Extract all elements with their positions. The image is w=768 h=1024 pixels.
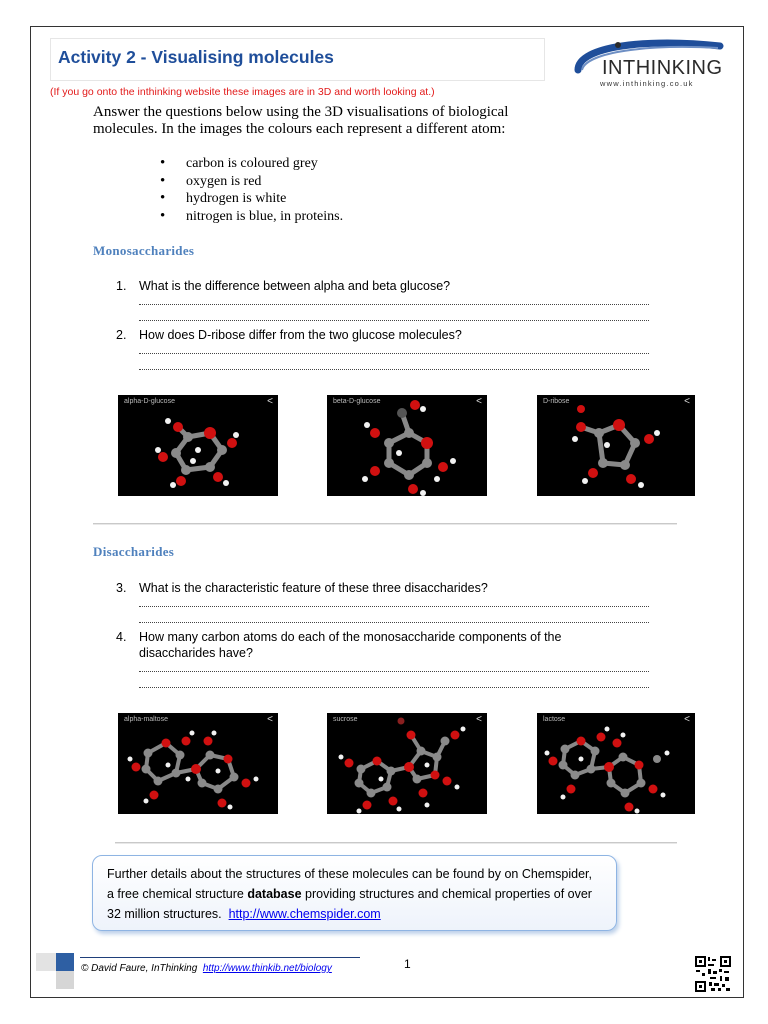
- footer-rule: [80, 957, 360, 958]
- info-text: providing structures and chemical properties of over 32 million structures.: [107, 887, 592, 921]
- question-4: [116, 629, 596, 661]
- answer-line[interactable]: [139, 671, 649, 672]
- answer-line[interactable]: [139, 320, 649, 321]
- chemspider-link[interactable]: http://www.chemspider.com: [228, 907, 381, 921]
- thinkib-link[interactable]: http://www.thinkib.net/biology: [202, 963, 332, 974]
- divider: [93, 523, 677, 525]
- atom-colour-list: [160, 155, 343, 225]
- question-number: 1.: [116, 279, 127, 293]
- answer-line[interactable]: [139, 622, 649, 623]
- molecule-label: lactose: [543, 716, 566, 723]
- molecule-image-alpha-maltose[interactable]: [118, 713, 278, 814]
- chemspider-info-box: [92, 855, 617, 931]
- footer-decoration: [56, 971, 74, 989]
- answer-line[interactable]: [139, 687, 649, 688]
- qr-code-icon: [694, 955, 732, 993]
- website-note: (If you go onto the inthinking website these images are in 3D and worth looking at.): [50, 86, 435, 98]
- molecule-image-beta-glucose[interactable]: [327, 395, 487, 496]
- info-bold-text: database: [247, 887, 302, 901]
- question-3: [116, 580, 656, 596]
- question-text: What is the characteristic feature of these three disaccharides?: [139, 581, 488, 595]
- answer-line[interactable]: [139, 369, 649, 370]
- footer-decoration: [36, 953, 56, 971]
- question-number: 2.: [116, 328, 127, 342]
- divider: [115, 842, 677, 844]
- question-text: How many carbon atoms do each of the monosaccharide components of the disaccharides have?: [139, 630, 562, 660]
- section-heading-monosaccharides: Monosaccharides: [93, 243, 195, 258]
- share-icon[interactable]: <: [476, 714, 482, 725]
- molecule-label: sucrose: [333, 716, 358, 723]
- copyright-text: © David Faure, InThinking: [81, 963, 198, 974]
- answer-line[interactable]: [139, 606, 649, 607]
- footer-decoration: [56, 953, 74, 971]
- answer-line[interactable]: [139, 353, 649, 354]
- logo-text: INTHINKING: [602, 57, 723, 79]
- question-text: What is the difference between alpha and beta glucose?: [139, 279, 451, 293]
- list-item: • nitrogen is blue, in proteins.: [160, 208, 343, 226]
- list-item: • oxygen is red: [160, 173, 343, 191]
- molecule-image-sucrose[interactable]: [327, 713, 487, 814]
- share-icon[interactable]: <: [684, 714, 690, 725]
- question-number: 4.: [116, 630, 127, 644]
- molecule-label: beta-D-glucose: [333, 398, 381, 405]
- list-item: • hydrogen is white: [160, 190, 343, 208]
- page-border: [30, 26, 744, 998]
- list-item: • carbon is coloured grey: [160, 155, 343, 173]
- logo-url: www.inthinking.co.uk: [600, 79, 694, 88]
- molecule-image-alpha-glucose[interactable]: [118, 395, 278, 496]
- share-icon[interactable]: <: [684, 396, 690, 407]
- question-2: [116, 327, 656, 343]
- molecule-label: D-ribose: [543, 398, 570, 405]
- info-text: Further details about the structures of these molecules can be found by on Chemspider, a free chemical structure: [107, 867, 592, 901]
- intro-text: Answer the questions below using the 3D visualisations of biological molecules. In the images the colours each represent a different atom:: [93, 104, 509, 137]
- molecule-image-lactose[interactable]: [537, 713, 695, 814]
- footer-credit: [81, 963, 332, 974]
- section-heading-disaccharides: Disaccharides: [93, 544, 175, 559]
- page-number: 1: [404, 957, 411, 971]
- molecule-image-d-ribose[interactable]: [537, 395, 695, 496]
- share-icon[interactable]: <: [267, 714, 273, 725]
- molecule-label: alpha-maltose: [124, 716, 168, 723]
- question-number: 3.: [116, 581, 127, 595]
- answer-line[interactable]: [139, 304, 649, 305]
- share-icon[interactable]: <: [267, 396, 273, 407]
- page-title: Activity 2 - Visualising molecules: [58, 47, 334, 67]
- molecule-label: alpha-D-glucose: [124, 398, 175, 405]
- share-icon[interactable]: <: [476, 396, 482, 407]
- question-text: How does D-ribose differ from the two glucose molecules?: [139, 328, 462, 342]
- question-1: [116, 278, 656, 294]
